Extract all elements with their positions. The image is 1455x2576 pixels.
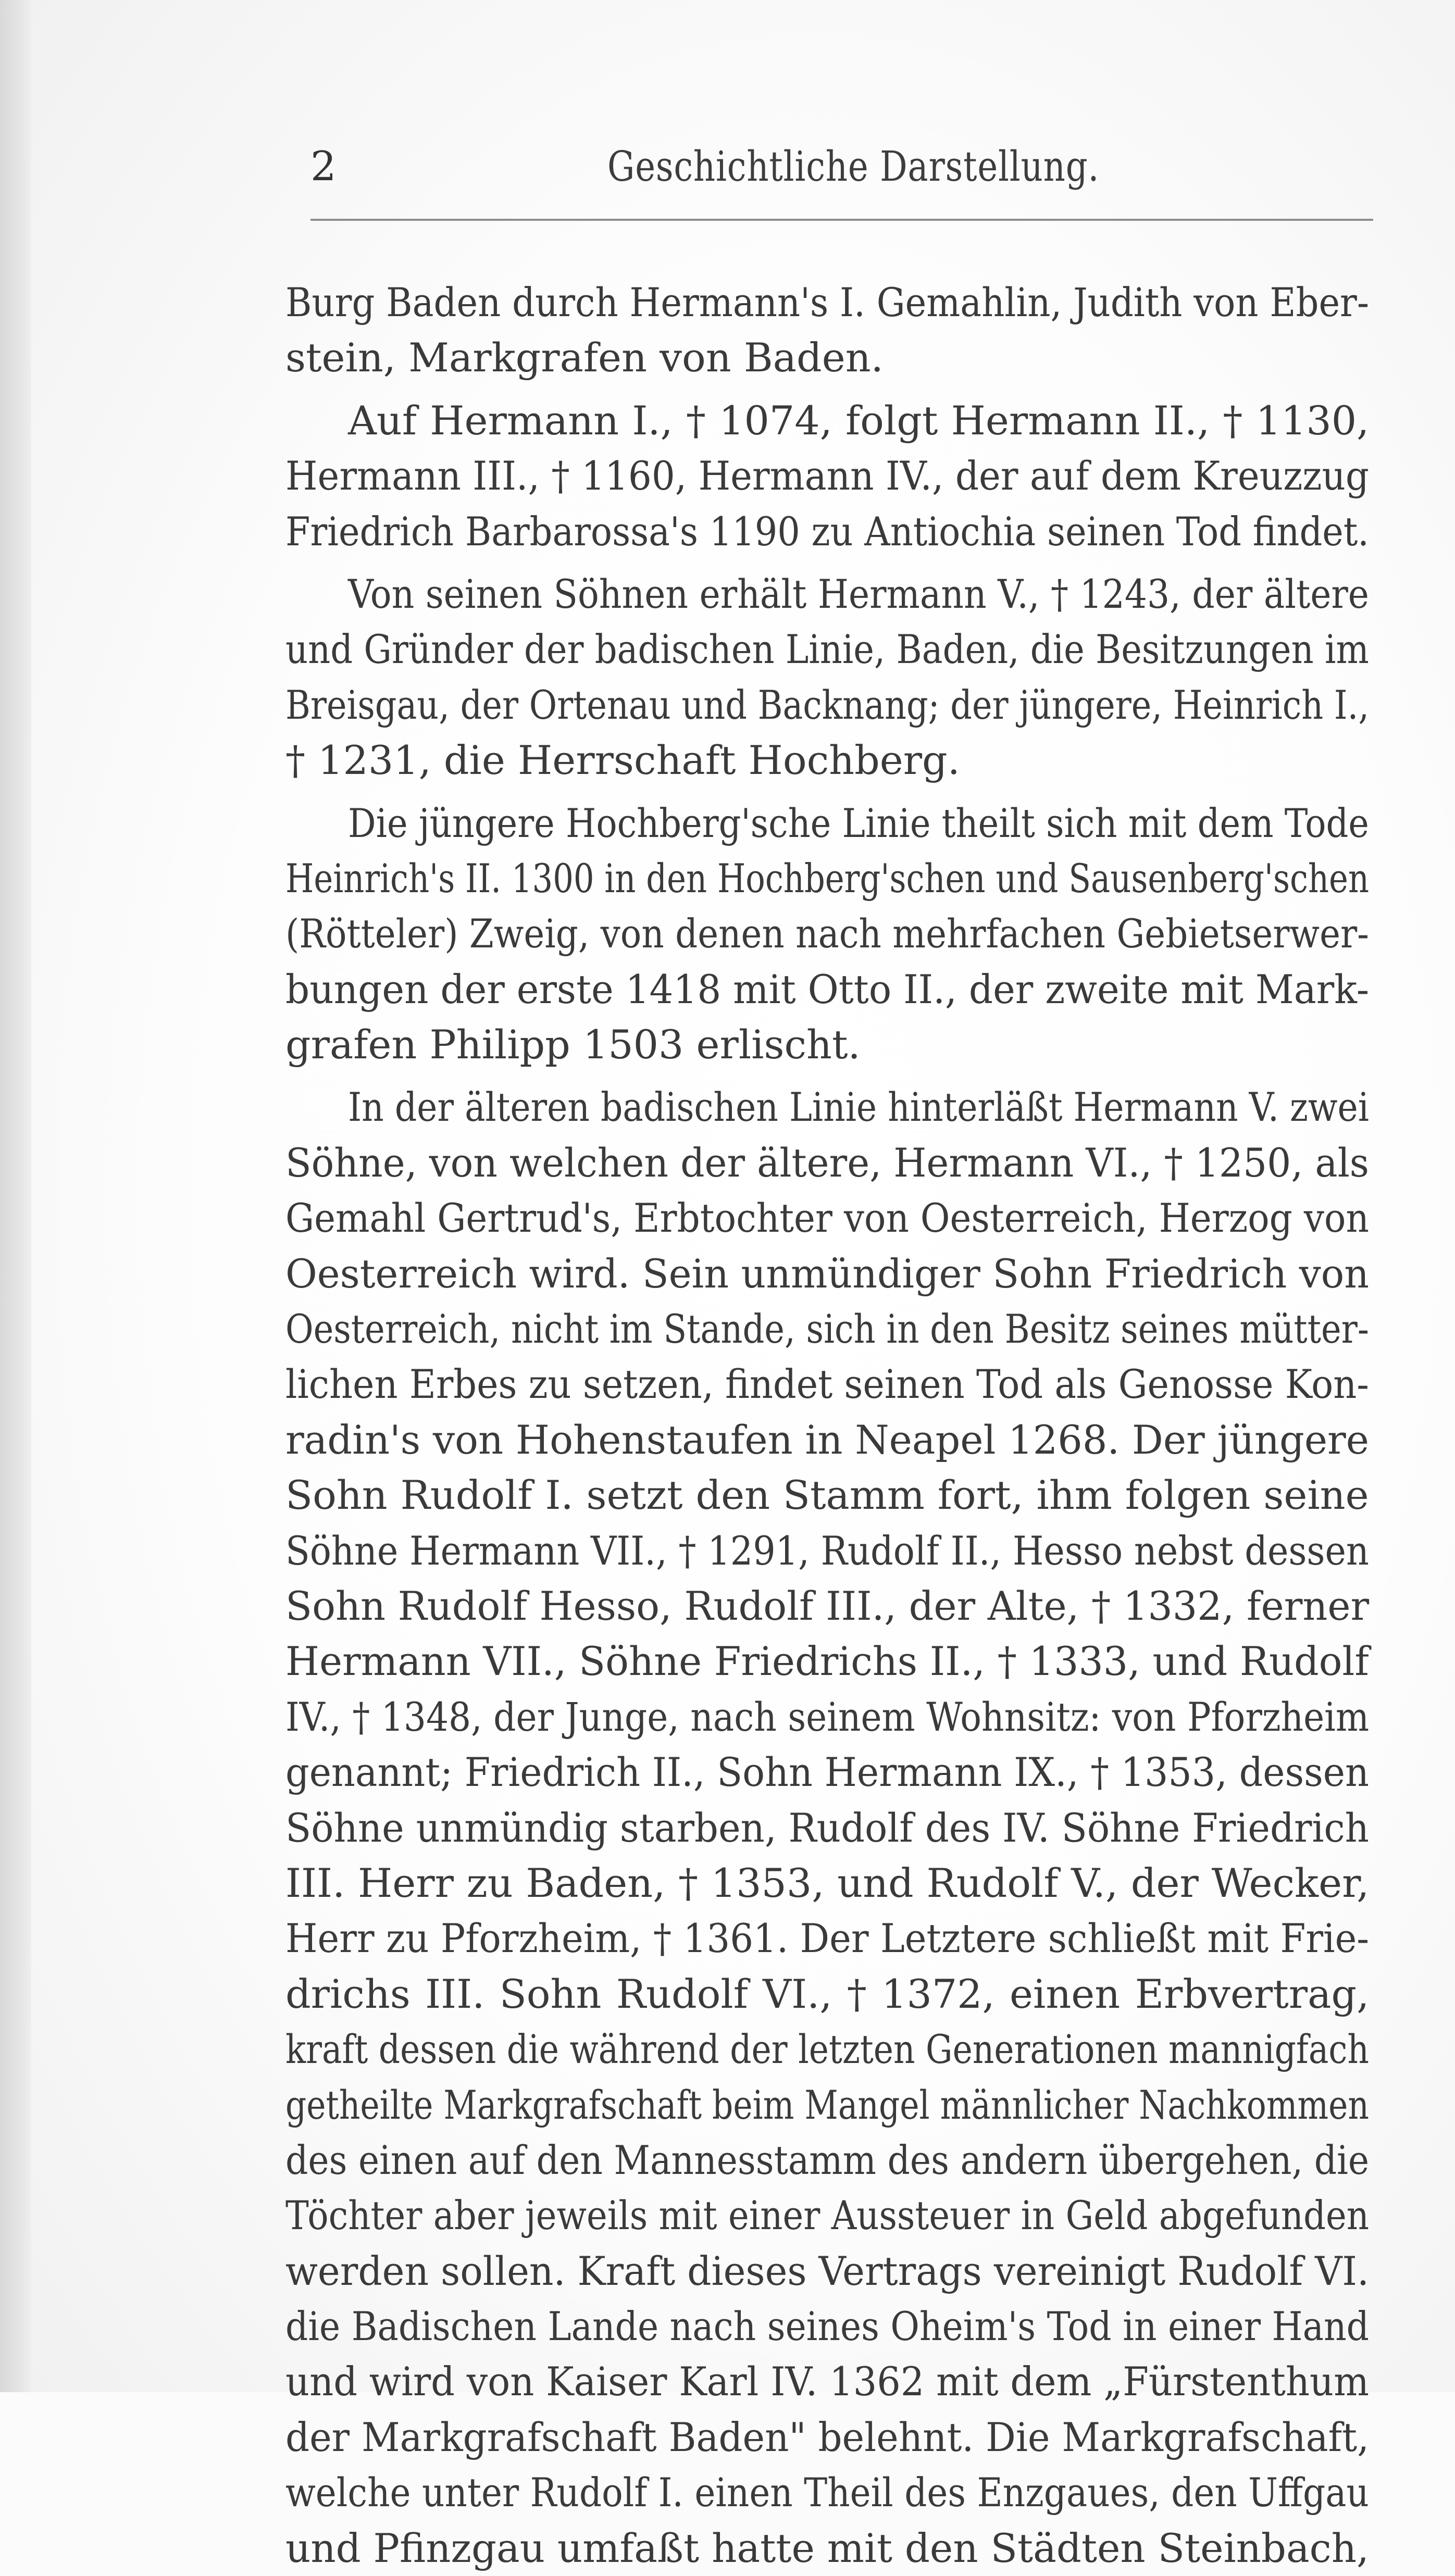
text-line — [285, 2521, 1369, 2576]
paragraph — [285, 567, 1369, 789]
text-line-content: (Rötteler) Zweig, von denen nach mehrfachen Gebietserwer- — [285, 910, 1369, 957]
text-line-content: stein, Markgrafen von Baden. — [285, 334, 884, 381]
text-line — [285, 2188, 1369, 2243]
text-line-content: bungen der erste 1418 mit Otto II., der zweite mit Mark- — [285, 966, 1370, 1012]
text-line — [285, 1357, 1369, 1412]
text-line-content: werden sollen. Kraft dieses Vertrags vereinigt Rudolf VI. — [285, 2247, 1369, 2294]
text-line-content: Töchter aber jeweils mit einer Aussteuer in Geld abgefunden — [285, 2192, 1370, 2239]
text-line-content: Oesterreich wird. Sein unmündiger Sohn Friedrich von — [285, 1250, 1370, 1297]
text-line-content: grafen Philipp 1503 erlischt. — [285, 1021, 861, 1068]
running-head — [310, 130, 1378, 193]
text-line-content: Von seinen Söhnen erhält Hermann V., † 1243, der ältere — [348, 570, 1369, 617]
text-line — [285, 796, 1369, 851]
text-line-content: und Pfinzgau umfaßt hatte mit den Städten Steinbach, — [285, 2524, 1369, 2571]
text-line — [285, 733, 1369, 788]
text-line-content: der Markgrafschaft Baden" belehnt. Die Markgrafschaft, — [285, 2414, 1369, 2460]
text-line — [285, 1634, 1369, 1689]
text-line — [285, 330, 1369, 385]
text-line-content: Hermann VII., Söhne Friedrichs II., † 1333, und Rudolf — [285, 1638, 1369, 1685]
text-line — [285, 504, 1369, 559]
header-rule — [310, 219, 1373, 221]
text-line — [285, 2354, 1369, 2409]
text-line-content: und wird von Kaiser Karl IV. 1362 mit dem „Fürstenthum — [285, 2358, 1369, 2405]
text-line — [285, 1690, 1369, 1745]
paragraph — [285, 393, 1369, 559]
text-line-content: Die jüngere Hochberg'sche Linie theilt sich mit dem Tode — [348, 799, 1369, 846]
text-line — [285, 1080, 1369, 1135]
text-line-content: radin's von Hohenstaufen in Neapel 1268. Der jüngere — [285, 1416, 1370, 1463]
text-line — [285, 1468, 1369, 1523]
text-line-content: † 1231, die Herrschaft Hochberg. — [285, 737, 960, 784]
text-line — [285, 1135, 1369, 1191]
text-line-content: die Badischen Lande nach seines Oheim's Tod in einer Hand — [285, 2303, 1370, 2350]
text-line-content: genannt; Friedrich II., Sohn Hermann IX., † 1353, dessen — [285, 1749, 1369, 1796]
paragraph — [285, 796, 1369, 1073]
text-line — [285, 1246, 1369, 1302]
text-line-content: getheilte Markgrafschaft beim Mangel männlicher Nachkommen — [285, 2081, 1369, 2128]
text-line-content: Gemahl Gertrud's, Erbtochter von Oesterreich, Herzog von — [285, 1195, 1369, 1242]
text-line — [285, 393, 1369, 448]
running-title: Geschichtliche Darstellung. — [607, 142, 1100, 191]
paragraph — [285, 275, 1369, 386]
text-line — [285, 1302, 1369, 1357]
text-line — [285, 567, 1369, 622]
binding-gutter — [0, 0, 32, 2392]
text-line — [285, 851, 1369, 906]
text-line — [285, 1523, 1369, 1579]
text-line-content: kraft dessen die während der letzten Generationen mannigfach — [285, 2026, 1370, 2073]
text-line-content: drichs III. Sohn Rudolf VI., † 1372, einen Erbvertrag, — [285, 1970, 1370, 2017]
text-line-content: des einen auf den Mannesstamm des andern übergehen, die — [285, 2136, 1370, 2183]
text-line-content: III. Herr zu Baden, † 1353, und Rudolf V., der Wecker, — [285, 1859, 1370, 1906]
text-line-content: Breisgau, der Ortenau und Backnang; der jüngere, Heinrich I., — [285, 681, 1370, 728]
text-line — [285, 1745, 1369, 1800]
page-number: 2 — [310, 143, 337, 190]
text-line — [285, 1191, 1369, 1246]
text-line — [285, 1017, 1369, 1072]
text-line — [285, 1412, 1369, 1468]
text-line — [285, 2465, 1369, 2520]
text-line-content: Heinrich's II. 1300 in den Hochberg'schen und Sausenberg'schen — [285, 855, 1370, 902]
text-line-content: Hermann III., † 1160, Hermann IV., der auf dem Kreuzzug — [285, 453, 1370, 499]
text-line-content: Herr zu Pforzheim, † 1361. Der Letztere schließt mit Frie- — [285, 1915, 1370, 1962]
text-line — [285, 275, 1369, 330]
text-line-content: Burg Baden durch Hermann's I. Gemahlin, Judith von Eber- — [285, 279, 1370, 326]
text-line-content: IV., † 1348, der Junge, nach seinem Wohnsitz: von Pforzheim — [285, 1693, 1370, 1740]
text-line-content: Auf Hermann I., † 1074, folgt Hermann II., † 1130, — [348, 397, 1370, 444]
text-line-content: Sohn Rudolf Hesso, Rudolf III., der Alte, † 1332, ferner — [285, 1582, 1370, 1629]
text-line-content: Söhne, von welchen der ältere, Hermann VI., † 1250, als — [285, 1139, 1369, 1186]
text-line — [285, 2410, 1369, 2465]
text-line — [285, 678, 1369, 733]
text-line — [285, 2299, 1369, 2354]
paragraph — [285, 1080, 1369, 2576]
text-line — [285, 1856, 1369, 1911]
text-line-content: Söhne unmündig starben, Rudolf des IV. Söhne Friedrich — [285, 1804, 1369, 1851]
text-line — [285, 2022, 1369, 2077]
text-line-content: lichen Erbes zu setzen, findet seinen Tod als Genosse Kon- — [285, 1361, 1369, 1408]
text-line — [285, 2133, 1369, 2188]
body-text — [285, 275, 1369, 2576]
text-line — [285, 962, 1369, 1017]
text-line-content: und Gründer der badischen Linie, Baden, die Besitzungen im — [285, 626, 1369, 673]
text-line — [285, 906, 1369, 961]
text-line-content: Oesterreich, nicht im Stande, sich in den Besitz seines mütter- — [285, 1306, 1369, 1353]
text-line — [285, 622, 1369, 677]
text-line-content: Friedrich Barbarossa's 1190 zu Antiochia seinen Tod findet. — [285, 508, 1369, 555]
text-line-content: Sohn Rudolf I. setzt den Stamm fort, ihm folgen seine — [285, 1472, 1369, 1519]
text-line-content: Söhne Hermann VII., † 1291, Rudolf II., Hesso nebst dessen — [285, 1527, 1369, 1574]
text-line — [285, 2244, 1369, 2299]
text-line-content: In der älteren badischen Linie hinterläßt Hermann V. zwei — [348, 1084, 1369, 1131]
text-line — [285, 1911, 1369, 1966]
text-line-content: welche unter Rudolf I. einen Theil des Enzgaues, den Uffgau — [285, 2469, 1369, 2516]
text-line — [285, 2078, 1369, 2133]
text-line — [285, 1579, 1369, 1634]
text-line — [285, 1967, 1369, 2022]
text-line — [285, 448, 1369, 504]
text-line — [285, 1800, 1369, 1856]
